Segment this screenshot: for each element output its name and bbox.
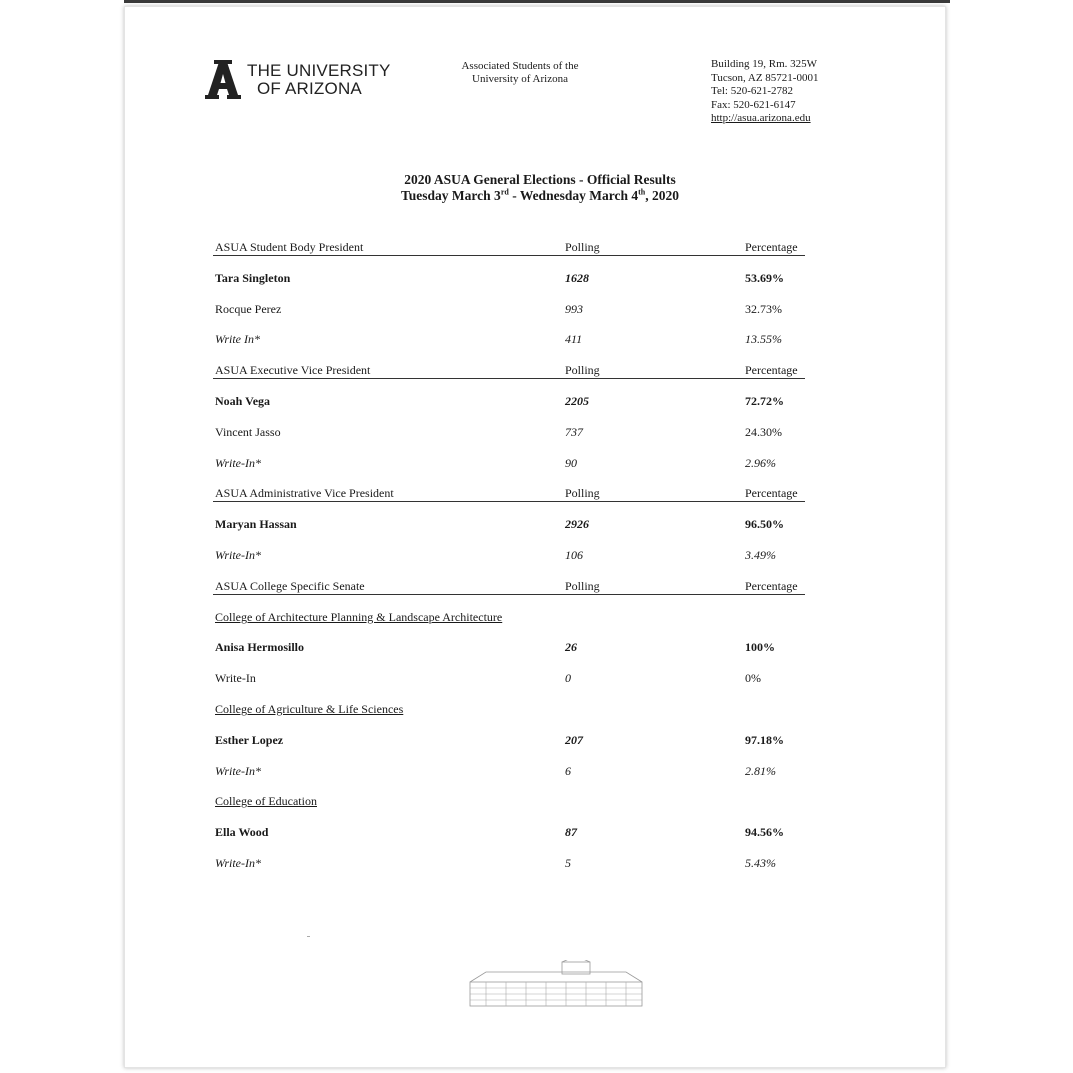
candidate-name: Anisa Hermosillo — [215, 640, 304, 654]
vote-percentage: 3.49% — [745, 548, 776, 562]
association-name — [440, 60, 600, 86]
vote-percentage: 72.72% — [745, 394, 784, 408]
section-header: ASUA Student Body President — [215, 240, 364, 254]
vote-percentage: 53.69% — [745, 271, 784, 285]
address-line: Tucson, AZ 85721-0001 — [711, 71, 819, 84]
polling-header: Polling — [565, 579, 600, 593]
candidate-name: Write-In* — [215, 764, 261, 778]
candidate-name: Rocque Perez — [215, 302, 282, 316]
vote-count: 2205 — [565, 394, 589, 408]
vote-percentage: 24.30% — [745, 425, 782, 439]
vote-count: 411 — [565, 332, 583, 346]
vote-count: 737 — [565, 425, 583, 439]
candidate-name: Write-In* — [215, 456, 261, 470]
college-header: College of Education — [215, 794, 317, 808]
section-rule — [213, 594, 805, 595]
vote-percentage: 32.73% — [745, 302, 782, 316]
vote-percentage: 96.50% — [745, 517, 784, 531]
section-header: ASUA Executive Vice President — [215, 363, 371, 377]
candidate-name: Maryan Hassan — [215, 517, 297, 531]
polling-header: Polling — [565, 363, 600, 377]
polling-header: Polling — [565, 240, 600, 254]
candidate-name: Write-In — [215, 671, 256, 685]
vote-percentage: 2.81% — [745, 764, 776, 778]
vote-count: 993 — [565, 302, 583, 316]
title-sup2: th — [638, 187, 646, 197]
speck — [307, 936, 310, 937]
candidate-name: Esther Lopez — [215, 733, 284, 747]
college-header: College of Agriculture & Life Sciences — [215, 702, 404, 716]
percentage-header: Percentage — [745, 579, 798, 593]
address-line: Building 19, Rm. 325W — [711, 58, 818, 70]
title-date2: - Wednesday March 4 — [508, 188, 639, 203]
vote-percentage: 100% — [745, 640, 775, 654]
section-header: ASUA Administrative Vice President — [215, 486, 394, 500]
section-rule — [213, 378, 805, 379]
vote-count: 5 — [565, 856, 571, 870]
address-block — [711, 58, 818, 126]
section-rule — [213, 501, 805, 502]
website-link[interactable]: http://asua.arizona.edu — [711, 112, 811, 124]
vote-percentage: 5.43% — [745, 856, 776, 870]
vote-percentage: 2.96% — [745, 456, 776, 470]
candidate-name: Write-In* — [215, 856, 261, 870]
vote-count: 0 — [565, 671, 571, 685]
candidate-name: Noah Vega — [215, 394, 271, 408]
candidate-name: Ella Wood — [215, 825, 269, 839]
vote-percentage: 94.56% — [745, 825, 784, 839]
university-name — [247, 62, 391, 98]
candidate-name: Vincent Jasso — [215, 425, 281, 439]
building-sketch-icon — [466, 960, 646, 1010]
assoc-line1: Associated Students of the — [461, 60, 579, 72]
phone-line: Tel: 520-621-2782 — [711, 85, 794, 97]
candidate-name: Write In* — [215, 332, 260, 346]
vote-count: 2926 — [565, 517, 589, 531]
vote-count: 6 — [565, 764, 571, 778]
vote-count: 106 — [565, 548, 583, 562]
assoc-line2: University of Arizona — [472, 73, 568, 85]
percentage-header: Percentage — [745, 486, 798, 500]
title-year: , 2020 — [645, 188, 679, 203]
vote-percentage: 0% — [745, 671, 761, 685]
university-logo — [205, 60, 395, 102]
vote-percentage: 13.55% — [745, 332, 782, 346]
percentage-header: Percentage — [745, 240, 798, 254]
vote-count: 1628 — [565, 271, 589, 285]
title-line1: 2020 ASUA General Elections - Official Results — [404, 172, 676, 187]
title-date1: Tuesday March 3 — [401, 188, 501, 203]
vote-count: 26 — [565, 640, 577, 654]
title-line2 — [300, 188, 780, 204]
vote-count: 90 — [565, 456, 577, 470]
title-sup1: rd — [500, 187, 509, 197]
block-a-icon — [205, 60, 241, 100]
percentage-header: Percentage — [745, 363, 798, 377]
polling-header: Polling — [565, 486, 600, 500]
section-header: ASUA College Specific Senate — [215, 579, 365, 593]
fax-line: Fax: 520-621-6147 — [711, 98, 796, 111]
document-page — [124, 6, 946, 1068]
university-line2: OF ARIZONA — [257, 79, 362, 98]
document-title — [300, 172, 780, 204]
section-rule — [213, 255, 805, 256]
university-line1: THE UNIVERSITY — [247, 61, 391, 80]
top-border — [124, 0, 950, 3]
vote-percentage: 97.18% — [745, 733, 784, 747]
vote-count: 87 — [565, 825, 577, 839]
candidate-name: Write-In* — [215, 548, 261, 562]
vote-count: 207 — [565, 733, 583, 747]
candidate-name: Tara Singleton — [215, 271, 291, 285]
college-header: College of Architecture Planning & Landscape Architecture — [215, 610, 503, 624]
